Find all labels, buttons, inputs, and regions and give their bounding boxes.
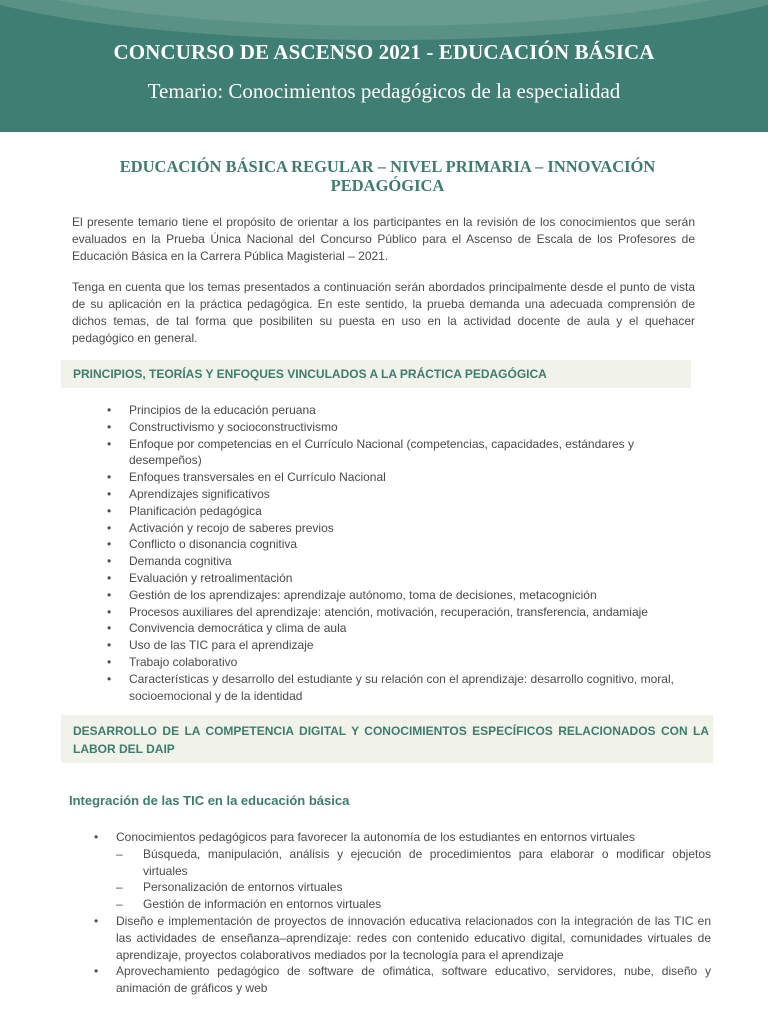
list-item: • Planificación pedagógica bbox=[107, 503, 262, 518]
list-item: • Convivencia democrática y clima de aula bbox=[107, 621, 347, 636]
sub-list-item: – Personalización de entornos virtuales bbox=[116, 880, 343, 895]
bullet-icon: • bbox=[107, 621, 112, 636]
list-item: • Diseño e implementación de proyectos de innovación educativa relacionados con la integración de las TIC en las actividades de enseñanza–aprendizaje: redes con contenido educativo digital, comunidades virtuales de aprendizaje, proyectos colaborativos mediados por la tecnología para el aprendizaje bbox=[94, 913, 711, 962]
bullet-icon: • bbox=[107, 554, 112, 569]
list-item: • Activación y recojo de saberes previos bbox=[107, 520, 334, 535]
list-item: • Uso de las TIC para el aprendizaje bbox=[107, 638, 314, 653]
principios-list bbox=[107, 402, 689, 704]
section-heading-principios: PRINCIPIOS, TEORÍAS Y ENFOQUES VINCULADOS A LA PRÁCTICA PEDAGÓGICA bbox=[61, 360, 691, 388]
bullet-icon: • bbox=[94, 913, 99, 928]
bullet-icon: • bbox=[94, 964, 99, 979]
header-subtitle: Temario: Conocimientos pedagógicos de la especialidad bbox=[147, 79, 621, 103]
sub-list-item: – Gestión de información en entornos virtuales bbox=[116, 897, 382, 912]
intro-paragraph-1: El presente temario tiene el propósito de orientar a los participantes en la revisión de los conocimientos que serán evaluados en la Prueba Única Nacional del Concurso Público para el Ascenso de Escala de los Profesores de Educación Básica en la Carrera Pública Magisterial – 2021. bbox=[72, 215, 695, 263]
list-item: • Evaluación y retroalimentación bbox=[107, 570, 293, 585]
list-item: • Aprovechamiento pedagógico de software de ofimática, software educativo, servidores, nube, diseño y animación de gráficos y web bbox=[94, 964, 711, 996]
bullet-icon: • bbox=[107, 537, 112, 552]
list-item: • Características y desarrollo del estudiante y su relación con el aprendizaje: desarrollo cognitivo, moral, socioemocional y de la identidad bbox=[107, 671, 674, 703]
bullet-icon: • bbox=[107, 604, 112, 619]
document-title: EDUCACIÓN BÁSICA REGULAR – NIVEL PRIMARIA – INNOVACIÓN PEDAGÓGICA bbox=[119, 157, 656, 195]
intro-paragraph-2: Tenga en cuenta que los temas presentados a continuación serán abordados principalmente desde el punto de vista de su aplicación en la práctica pedagógica. En este sentido, la prueba demanda una adecuada comprensión de dichos temas, de tal forma que posibiliten su puesta en uso en la actividad docente de aula y el quehacer pedagógico en general. bbox=[72, 280, 695, 345]
bullet-icon: • bbox=[107, 436, 112, 451]
section-heading-competencia-digital: DESARROLLO DE LA COMPETENCIA DIGITAL Y CONOCIMIENTOS ESPECÍFICOS RELACIONADOS CON LA LABOR DEL DAIP bbox=[61, 715, 713, 763]
bullet-icon: • bbox=[107, 587, 112, 602]
list-item: • Principios de la educación peruana bbox=[107, 403, 316, 417]
list-item: • Enfoques transversales en el Currículo Nacional bbox=[107, 470, 386, 485]
dash-icon: – bbox=[116, 846, 123, 861]
bullet-icon: • bbox=[107, 638, 112, 653]
tic-list bbox=[94, 829, 711, 997]
bullet-icon: • bbox=[107, 671, 112, 686]
bullet-icon: • bbox=[107, 486, 112, 501]
bullet-icon: • bbox=[107, 470, 112, 485]
header-wave-decoration-inner bbox=[0, 0, 768, 40]
list-item: • Aprendizajes significativos bbox=[107, 486, 270, 501]
bullet-icon: • bbox=[107, 503, 112, 518]
sub-list-item: – Búsqueda, manipulación, análisis y ejecución de procedimientos para elaborar o modificar objetos virtuales bbox=[116, 846, 711, 878]
dash-icon: – bbox=[116, 880, 123, 895]
bullet-icon: • bbox=[107, 520, 112, 535]
bullet-icon: • bbox=[107, 654, 112, 669]
bullet-icon: • bbox=[107, 403, 112, 417]
bullet-icon: • bbox=[94, 830, 99, 844]
list-item: • Trabajo colaborativo bbox=[107, 654, 238, 669]
list-item: • Conocimientos pedagógicos para favorecer la autonomía de los estudiantes en entornos virtuales bbox=[94, 830, 635, 844]
dash-icon: – bbox=[116, 897, 123, 912]
list-item: • Enfoque por competencias en el Currículo Nacional (competencias, capacidades, estándares y desempeños) bbox=[107, 436, 634, 468]
header-title: CONCURSO DE ASCENSO 2021 - EDUCACIÓN BÁSICA bbox=[113, 40, 655, 64]
list-item: • Conflicto o disonancia cognitiva bbox=[107, 537, 298, 552]
bullet-icon: • bbox=[107, 419, 112, 434]
subsection-title-tic: Integración de las TIC en la educación básica bbox=[69, 793, 350, 808]
list-item: • Procesos auxiliares del aprendizaje: atención, motivación, recuperación, transferencia, andamiaje bbox=[107, 604, 648, 619]
bullet-icon: • bbox=[107, 570, 112, 585]
list-item: • Demanda cognitiva bbox=[107, 554, 232, 569]
list-item: • Constructivismo y socioconstructivismo bbox=[107, 419, 338, 434]
list-item: • Gestión de los aprendizajes: aprendizaje autónomo, toma de decisiones, metacognición bbox=[107, 587, 597, 602]
page-header bbox=[0, 0, 768, 132]
